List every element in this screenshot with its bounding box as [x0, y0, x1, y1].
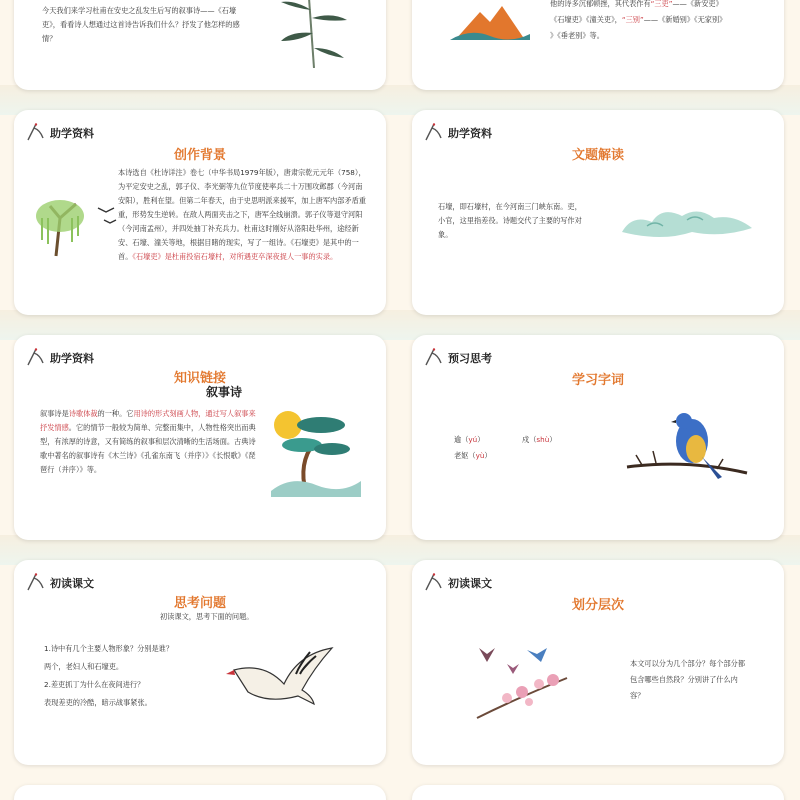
slide-3[interactable]: [14, 110, 386, 315]
slide-header: [422, 122, 492, 144]
slide-header: [24, 122, 94, 144]
slide-header: [422, 572, 492, 594]
slide-4[interactable]: [412, 110, 784, 315]
word-yu: 逾（yú）: [454, 435, 485, 444]
mountain-sun-icon: [450, 2, 530, 42]
crane-icon: [24, 347, 46, 369]
bamboo-icon: [269, 0, 359, 68]
slide-intro: 初读课文，思考下面的问题。: [160, 612, 254, 621]
slide-title: 文题解读: [572, 148, 625, 163]
pine-sun-icon: [266, 405, 361, 497]
slide-9[interactable]: [14, 785, 386, 800]
slide-header: [422, 347, 492, 369]
slide-1-text: 今天我们来学习杜甫在安史之乱发生后写的叙事诗——《石壕吏》，看看诗人想通过这首诗告诉我们什么？抒发了他怎样的感情？: [42, 6, 240, 43]
word-shu: 戍（shù）: [522, 435, 557, 444]
slide-title: 思考问题: [174, 596, 227, 611]
crane-icon: [24, 572, 46, 594]
slide-header-label: 助学资料: [50, 127, 94, 140]
slide-7-body: 1.诗中有几个主要人物形象？分别是谁？ 两个，老妇人和石壕吏。 2.差吏抓丁为什么在夜间进行？ 表现差吏的冷酷，暗示战事紧张。: [44, 644, 174, 707]
slide-3-body: 本诗选自《杜诗详注》卷七（中华书局1979年版），唐肃宗乾元元年（758），为平定安史之乱，郭子仪、李光弼等九位节度使率兵二十万围攻邺郡（今河南安阳），胜利在望。但第二年春天，由于史思明派来援军，加上唐军内部矛盾重重，形势发生逆转。在敌人两面夹击之下，唐军全线崩溃。郭子仪等退守河阳（今河南孟州），并四处抽丁补充兵力。杜甫这时刚好从洛阳赴华州，途经新安、石壕、潼关等地，根据目睹的现实，写了一组诗。《石壕吏》是其中的一首。《石壕吏》是杜甫投宿石壕村，对所遇吏卒深夜捉人一事的实录。: [118, 168, 366, 261]
slide-title: 划分层次: [572, 598, 625, 613]
word-laoyu: 老妪（yù）: [454, 451, 492, 460]
slide-6[interactable]: [412, 335, 784, 540]
slide-title: 学习字词: [572, 373, 625, 388]
slide-header-label: 助学资料: [50, 352, 94, 365]
crane-icon: [422, 122, 444, 144]
slide-subtitle: 叙事诗: [206, 385, 243, 399]
flying-crane-icon: [224, 646, 334, 718]
slide-header-label: 初读课文: [50, 577, 94, 590]
slide-1[interactable]: [14, 0, 386, 90]
slide-header-label: 助学资料: [448, 127, 492, 140]
slide-2-text: 他的诗多沉郁顿挫，其代表作有“三吏”——《新安吏》 《石壕吏》《潼关吏》，“三别”——《新婚别》《无家别》 》《垂老别》等。: [550, 0, 727, 40]
cloud-icon: [617, 202, 757, 247]
slide-4-body: 石壕，即石壕村，在今河南三门峡东南。吏，小官，这里指差役。诗题交代了主要的写作对象。: [438, 202, 582, 239]
willow-tree-icon: [28, 188, 118, 258]
slide-header-label: 预习思考: [448, 352, 492, 365]
slide-7[interactable]: [14, 560, 386, 765]
slide-2[interactable]: [412, 0, 784, 90]
crane-icon: [422, 572, 444, 594]
blossom-birds-icon: [467, 638, 577, 726]
slide-5-body: 叙事诗是诗歌体裁的一种。它用诗的形式刻画人物，通过写人叙事来抒发情感。它的情节一般较为简单、完整而集中，人物性格突出而典型，有浓厚的诗意，又有简练的叙事和层次清晰的生活场面。古典诗歌中著名的叙事诗有《木兰诗》《孔雀东南飞（并序）》《长恨歌》《琵琶行（并序）》等。: [40, 409, 256, 474]
slide-title: 创作背景: [174, 148, 227, 163]
crane-icon: [422, 347, 444, 369]
slide-10[interactable]: [412, 785, 784, 800]
slide-title: 知识链接: [174, 371, 227, 386]
slide-8-body: 本文可以分为几个部分？每个部分都包含哪些自然段？分别讲了什么内容？: [630, 659, 746, 700]
slide-5[interactable]: [14, 335, 386, 540]
slide-8[interactable]: [412, 560, 784, 765]
slide-header: [24, 572, 94, 594]
slide-header: [24, 347, 94, 369]
bird-branch-icon: [622, 405, 752, 490]
crane-icon: [24, 122, 46, 144]
slide-header-label: 初读课文: [448, 577, 492, 590]
